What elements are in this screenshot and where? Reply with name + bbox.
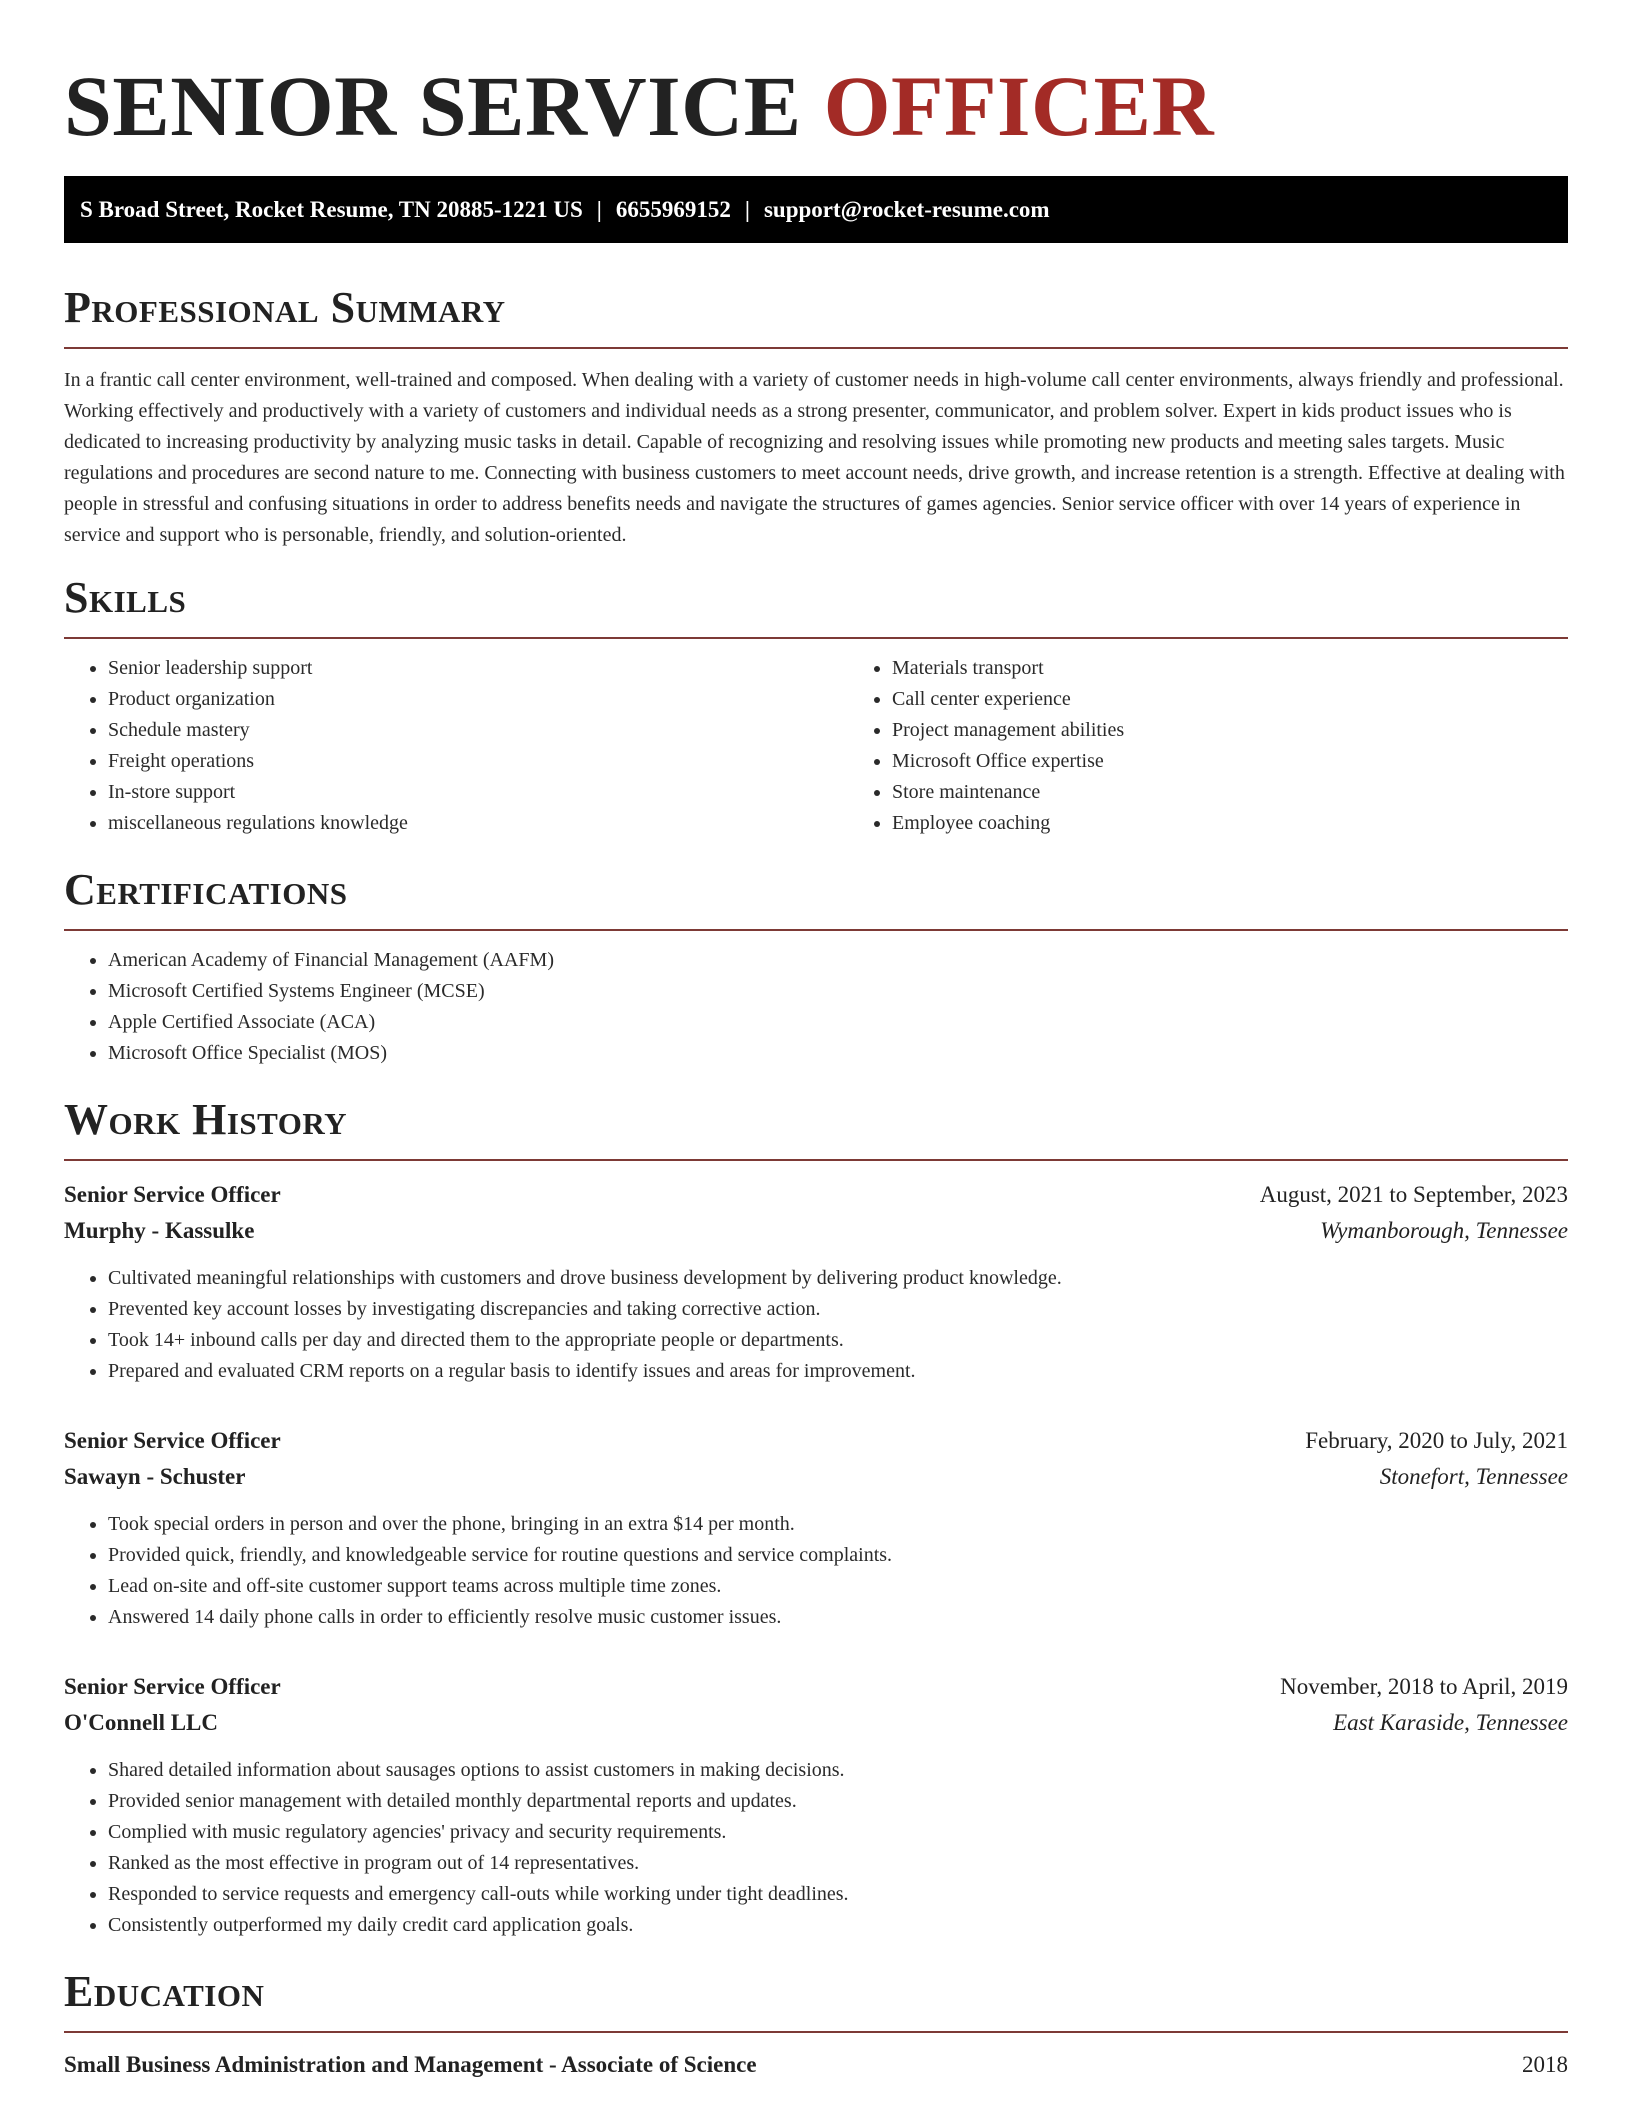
job-bullet: • Provided quick, friendly, and knowledgeable service for routine questions and service complaints. — [108, 1540, 1568, 1571]
resume-title — [64, 56, 1568, 156]
job-bullet: • Shared detailed information about sausages options to assist customers in making decisions. — [108, 1755, 1568, 1786]
job-bullet: • Answered 14 daily phone calls in order to efficiently resolve music customer issues. — [108, 1602, 1568, 1633]
skill-item: • Schedule mastery — [108, 715, 848, 746]
contact-email[interactable]: support@rocket-resume.com — [763, 197, 1050, 222]
job-header-row — [64, 1669, 1568, 1705]
education-year: 2018 — [1522, 2052, 1568, 2077]
skill-item: • Call center experience — [892, 684, 1568, 715]
job-bullet: • Prevented key account losses by investigating discrepancies and taking corrective action. — [108, 1294, 1568, 1325]
contact-phone[interactable]: 6655969152 — [615, 197, 731, 222]
skill-item: • Microsoft Office expertise — [892, 746, 1568, 777]
education-row — [64, 2047, 1568, 2083]
job-location: Wymanborough, Tennessee — [1320, 1218, 1568, 1243]
skill-item: • Materials transport — [892, 653, 1568, 684]
summary-section — [64, 283, 1568, 551]
skill-item: • In-store support — [108, 777, 848, 808]
resume-page — [64, 0, 1568, 2083]
certifications-section — [64, 865, 1568, 1069]
skill-item: • Product organization — [108, 684, 848, 715]
contact-address: S Broad Street, Rocket Resume, TN 20885-1221 US — [80, 197, 583, 222]
education-section — [64, 1967, 1568, 2083]
skills-column-1 — [64, 653, 848, 839]
work-history-section — [64, 1095, 1568, 1941]
section-heading: Professional Summary — [64, 283, 1568, 349]
job-bullets — [64, 1509, 1568, 1633]
job-entry — [64, 1423, 1568, 1633]
title-main: SENIOR SERVICE — [64, 58, 802, 154]
certifications-list — [64, 945, 1568, 1069]
skills-section — [64, 573, 1568, 839]
section-heading: Skills — [64, 573, 1568, 639]
job-company: Sawayn - Schuster — [64, 1464, 246, 1489]
job-dates: August, 2021 to September, 2023 — [1259, 1182, 1568, 1207]
job-role: Senior Service Officer — [64, 1428, 281, 1453]
job-company-row — [64, 1705, 1568, 1741]
job-bullet: • Consistently outperformed my daily credit card application goals. — [108, 1910, 1568, 1941]
skills-column-2 — [848, 653, 1568, 839]
section-heading: Certifications — [64, 865, 1568, 931]
job-role: Senior Service Officer — [64, 1182, 281, 1207]
skill-item: • Freight operations — [108, 746, 848, 777]
section-heading: Education — [64, 1967, 1568, 2033]
job-bullet: • Provided senior management with detailed monthly departmental reports and updates. — [108, 1786, 1568, 1817]
section-heading: Work History — [64, 1095, 1568, 1161]
job-bullet: • Lead on-site and off-site customer support teams across multiple time zones. — [108, 1571, 1568, 1602]
contact-bar — [64, 176, 1568, 243]
job-bullet: • Complied with music regulatory agencies' privacy and security requirements. — [108, 1817, 1568, 1848]
title-accent: OFFICER — [823, 58, 1215, 154]
job-role: Senior Service Officer — [64, 1674, 281, 1699]
certification-item: • American Academy of Financial Management (AAFM) — [108, 945, 1568, 976]
job-bullet: • Took special orders in person and over the phone, bringing in an extra $14 per month. — [108, 1509, 1568, 1540]
certification-item: • Microsoft Office Specialist (MOS) — [108, 1038, 1568, 1069]
job-header-row — [64, 1177, 1568, 1213]
job-company: O'Connell LLC — [64, 1710, 219, 1735]
job-location: East Karaside, Tennessee — [1333, 1710, 1568, 1735]
job-bullet: • Ranked as the most effective in program out of 14 representatives. — [108, 1848, 1568, 1879]
certification-item: • Microsoft Certified Systems Engineer (MCSE) — [108, 976, 1568, 1007]
job-bullet: • Cultivated meaningful relationships with customers and drove business development by delivering product knowledge. — [108, 1263, 1568, 1294]
contact-separator: | — [596, 197, 602, 222]
education-degree: Small Business Administration and Management - Associate of Science — [64, 2052, 757, 2077]
summary-text: In a frantic call center environment, well-trained and composed. When dealing with a variety of customer needs in high-volume call center environments, always friendly and professional. Working effectively and productively with a variety of customers and individual needs as a strong presenter, communicator, and problem solver. Expert in kids product issues who is dedicated to increasing productivity by analyzing music tasks in detail. Capable of recognizing and resolving issues while promoting new products and meeting sales targets. Music regulations and procedures are second nature to me. Connecting with business customers to meet account needs, drive growth, and increase retention is a strength. Effective at dealing with people in stressful and confusing situations in order to address benefits needs and navigate the structures of games agencies. Senior service officer with over 14 years of experience in service and support who is personable, friendly, and solution-oriented. — [64, 369, 1565, 546]
skill-item: • Senior leadership support — [108, 653, 848, 684]
job-entry — [64, 1669, 1568, 1941]
contact-separator: | — [744, 197, 750, 222]
job-bullet: • Took 14+ inbound calls per day and directed them to the appropriate people or departments. — [108, 1325, 1568, 1356]
skill-item: • Employee coaching — [892, 808, 1568, 839]
certification-item: • Apple Certified Associate (ACA) — [108, 1007, 1568, 1038]
job-dates: November, 2018 to April, 2019 — [1280, 1674, 1568, 1699]
job-dates: February, 2020 to July, 2021 — [1305, 1428, 1568, 1453]
job-bullets — [64, 1755, 1568, 1941]
job-bullet: • Prepared and evaluated CRM reports on a regular basis to identify issues and areas for improvement. — [108, 1356, 1568, 1387]
job-location: Stonefort, Tennessee — [1379, 1464, 1568, 1489]
job-entry — [64, 1177, 1568, 1387]
skill-item: • miscellaneous regulations knowledge — [108, 808, 848, 839]
skill-item: • Project management abilities — [892, 715, 1568, 746]
job-company-row — [64, 1459, 1568, 1495]
skills-grid — [64, 653, 1568, 839]
job-bullet: • Responded to service requests and emergency call-outs while working under tight deadlines. — [108, 1879, 1568, 1910]
job-bullets — [64, 1263, 1568, 1387]
job-company-row — [64, 1213, 1568, 1249]
job-company: Murphy - Kassulke — [64, 1218, 255, 1243]
job-header-row — [64, 1423, 1568, 1459]
skill-item: • Store maintenance — [892, 777, 1568, 808]
